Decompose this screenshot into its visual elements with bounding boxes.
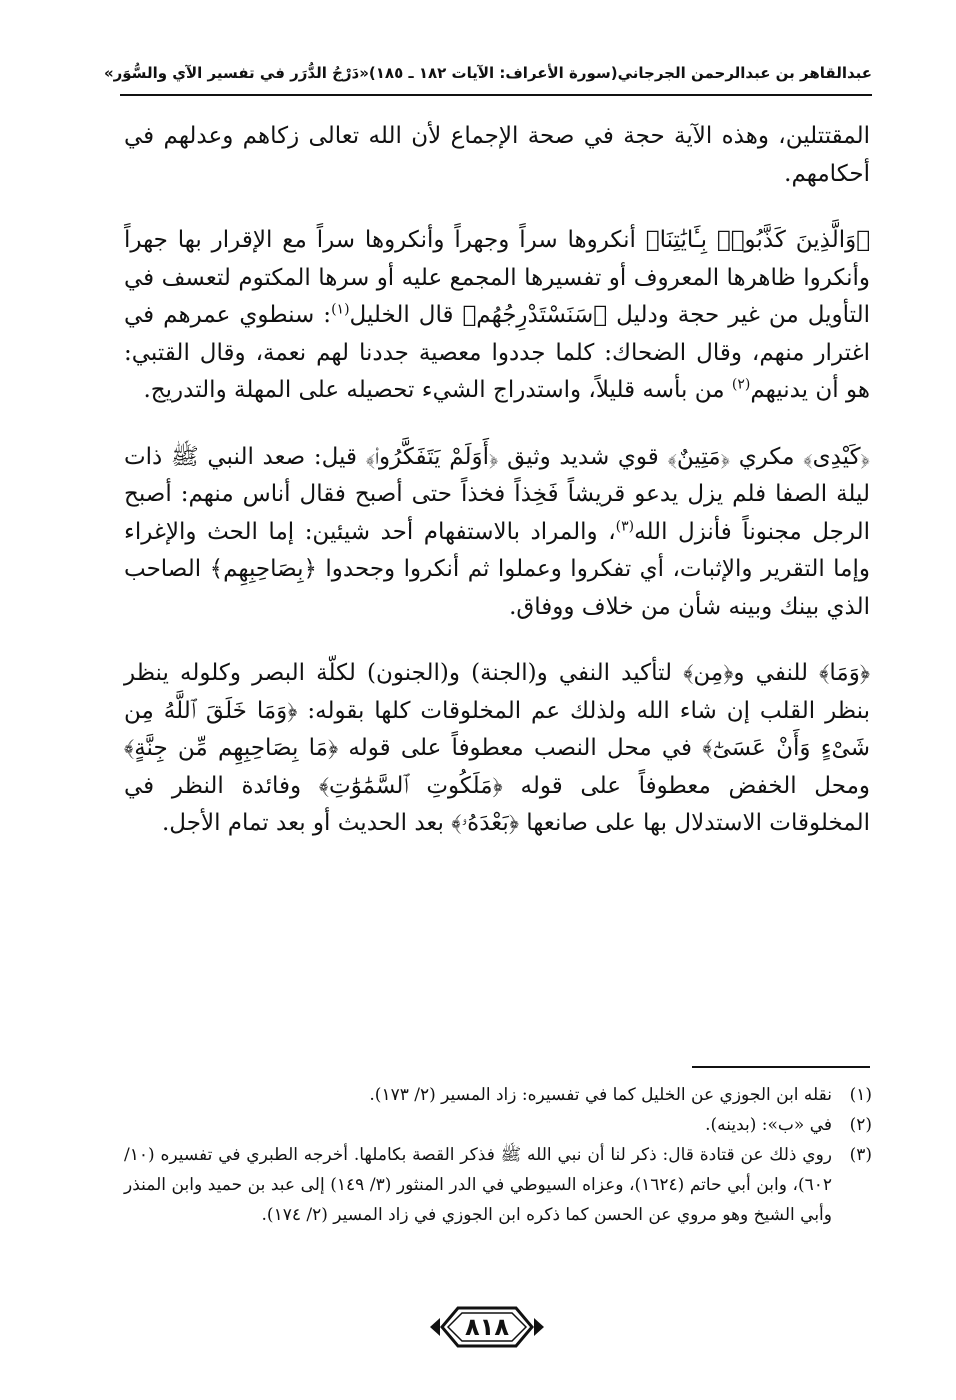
header-section: (سورة الأعراف: الآيات ١٨٢ ـ ١٨٥) xyxy=(368,64,618,82)
paragraph-text: لتأكيد النفي و(الجنة) و(الجنون) لكلّة البصر وكلوله ينظر بنظر القلب إن شاء الله ولذلك عم المخلوقات كلها بقوله: xyxy=(124,660,870,724)
page-number-ornament xyxy=(428,1304,546,1350)
paragraph-text: بعد الحديث أو بعد تمام الأجل. xyxy=(162,810,452,836)
paragraph-text: قال الخليل xyxy=(349,302,463,328)
footnote-ref-3: (٣) xyxy=(615,517,635,534)
quran-quote: ﴿سَنَسْتَدْرِجُهُم﴾ xyxy=(462,302,608,328)
paragraph-text: للنفي و xyxy=(733,660,820,686)
quran-quote: ﴿بِصَاحِبِهِم﴾ xyxy=(209,556,317,582)
page-number: ٨١٨ xyxy=(465,1313,509,1341)
paragraph-4 xyxy=(124,655,870,843)
paragraph-1 xyxy=(124,118,870,193)
footnote-number: (١) xyxy=(849,1085,872,1105)
paragraph-text: من بأسه قليلاً، واستدراج الشيء تحصيله على المهلة والتدريج. xyxy=(143,377,732,403)
paragraph-text: ومحل الخفض معطوفاً على قوله xyxy=(502,772,870,799)
footnote-1 xyxy=(124,1080,872,1110)
quran-quote: ﴿مَلَكُوتِ ٱلسَّمَٰوَٰتِ﴾ xyxy=(318,772,503,799)
footnote-2 xyxy=(124,1110,872,1140)
running-header xyxy=(103,58,872,88)
footnote-text: في «ب»: (بدينه). xyxy=(705,1115,832,1135)
paragraph-text: في محل النصب معطوفاً على قوله xyxy=(338,735,703,761)
paragraph-text: الصاحب الذي بينك وبينه شأن من خلاف ووفاق. xyxy=(124,556,870,620)
paragraph-text: مكري xyxy=(730,443,804,470)
header-author: عبدالقاهر بن عبدالرحمن الجرجاني xyxy=(617,64,872,82)
quran-quote: ﴿مَتِينٌ﴾ xyxy=(667,443,731,470)
footnote-ref-2: (٢) xyxy=(731,376,751,393)
footnote-ref-1: (١) xyxy=(331,301,350,318)
quran-quote: ﴿وَمَا خَلَقَ ٱللَّهُ مِن شَىْءٍ وَأَنْ عَسَىٰٓ﴾ xyxy=(124,697,870,761)
footnote-3 xyxy=(124,1140,872,1230)
footnote-number: (٣) xyxy=(849,1145,872,1165)
paragraph-text: أنكروها سراً وجهراً وأنكروها سراً مع الإقرار بها جهراً وأنكروا ظاهرها المعروف أو تفسيرها المجمع عليه أو سرها المكتوم لتعسف في التأويل من غير حجة ودليل xyxy=(124,227,870,328)
footnote-text: روي ذلك عن قتادة قال: ذكر لنا أن نبي الله ﷺ فذكر القصة بكاملها. أخرجه الطبري في تفسيره (١٠/ ٦٠٢)، وابن أبي حاتم (١٦٢٤)، وعزاه السيوطي في الدر المنثور (٣/ ١٤٩) إلى عبد بن حميد وابن المنذر وأبي الشيخ وهو مروي عن الحسن كما ذكره ابن الجوزي في زاد المسير (٢/ ١٧٤). xyxy=(124,1145,832,1225)
paragraph-text: قوي شديد وثيق xyxy=(498,443,668,470)
quran-quote: ﴿مِن﴾ xyxy=(683,660,734,686)
footnote-number: (٢) xyxy=(849,1115,872,1135)
paragraph-1-text: المقتتلين، وهذه الآية حجة في صحة الإجماع لأن الله تعالى زكاهم وعدلهم في أحكامهم. xyxy=(124,123,870,187)
footnote-text: نقله ابن الجوزي عن الخليل كما في تفسيره: زاد المسير (٢/ ١٧٣). xyxy=(369,1085,832,1105)
quran-quote: ﴿بَعْدَهُۥ﴾ xyxy=(451,810,519,836)
paragraph-2 xyxy=(124,222,870,410)
quran-quote: ﴿وَمَا﴾ xyxy=(819,660,870,686)
paragraph-text: قيل: صعد النبي ﷺ ذات ليلة الصفا فلم يزل يدعو قريشاً فَخِذاً فخذاً حتى أصبح فقال أناس منهم: أصبح الرجل مجنوناً فأنزل الله xyxy=(124,443,870,545)
quran-quote: ﴿أَوَلَمْ يَتَفَكَّرُوا۟﴾ xyxy=(365,443,499,470)
paragraph-3 xyxy=(124,439,870,627)
header-divider xyxy=(120,94,872,96)
quran-quote: ﴿كَيْدِى﴾ xyxy=(803,443,871,470)
paragraph-text: ، والمراد بالاستفهام أحد شيئين: إما الحث والإغراء وإما التقرير والإثبات، أي تفكروا وعملوا ثم أنكروا وجحدوا xyxy=(124,518,870,582)
paragraph-text: : سنطوي عمرهم في اغترار منهم، وقال الضحاك: كلما جددوا معصية جددنا لهم نعمة، وقال القتبي: هو أن يدنيهم xyxy=(124,302,870,403)
footnotes xyxy=(124,1080,872,1230)
header-book-title: «دَرْجُ الدُّرَر في تفسير الآي والسُّوَر» xyxy=(103,64,369,82)
main-text xyxy=(124,118,870,872)
footnote-divider xyxy=(692,1066,870,1068)
quran-quote: ﴿مَا بِصَاحِبِهِم مِّن جِنَّةٍ﴾ xyxy=(124,735,339,761)
quran-quote: ﴿وَالَّذِينَ كَذَّبُوا۟ بِـَٔايَٰتِنَا﴾ xyxy=(645,227,871,253)
paragraph-text: وفائدة النظر في المخلوقات الاستدلال بها على صانعها xyxy=(124,772,870,836)
